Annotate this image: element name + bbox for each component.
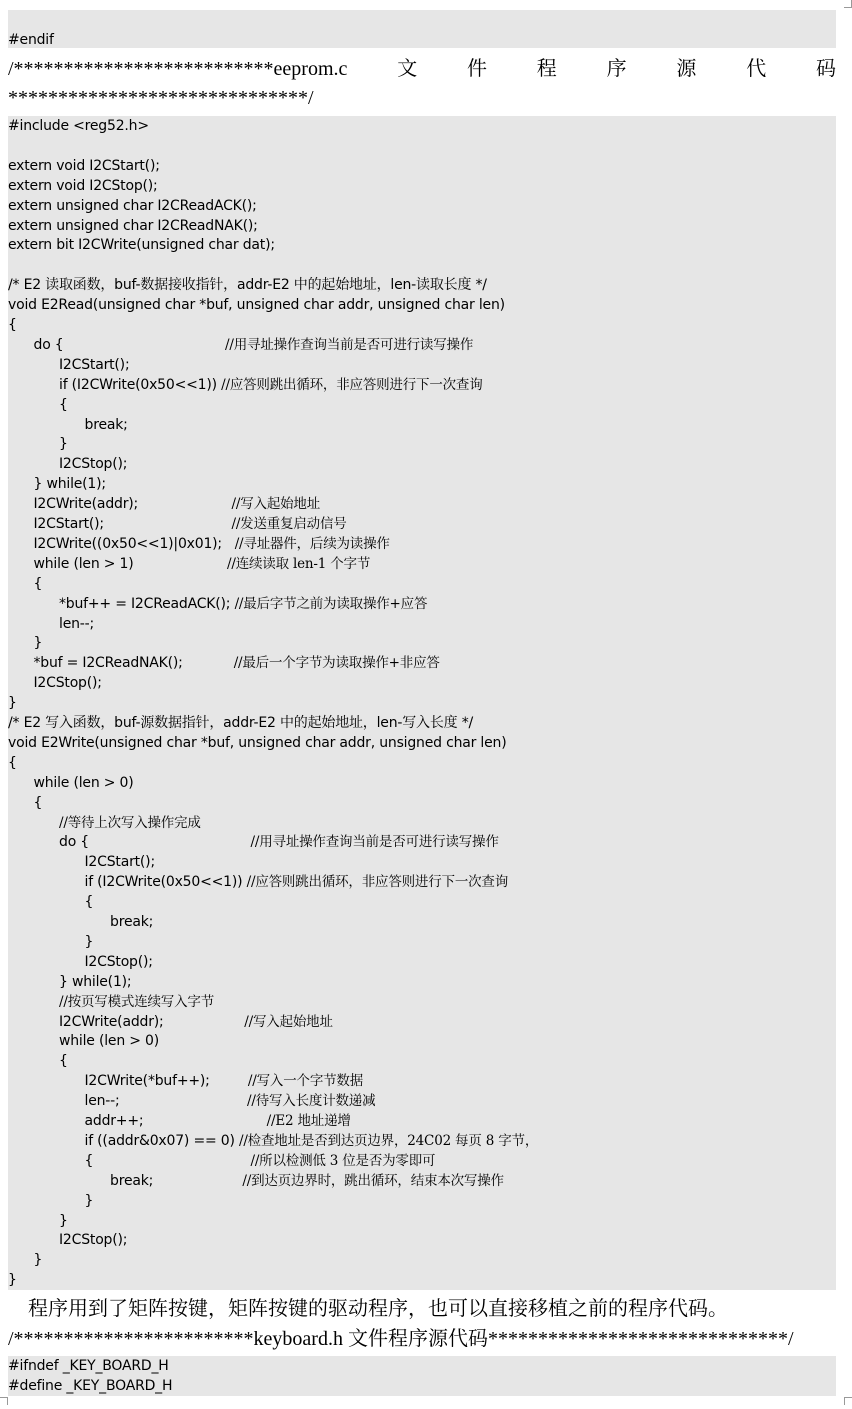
code-line	[8, 474, 106, 494]
code-line	[8, 1211, 68, 1231]
code-line	[8, 793, 42, 813]
code-comment: //应答则跳出循环，非应答则进行下一次查询	[246, 874, 509, 891]
code-text: {	[8, 754, 17, 771]
code-line	[8, 415, 128, 435]
code-line	[8, 176, 158, 196]
code-text: I2CStop();	[8, 953, 153, 970]
code-line	[8, 813, 201, 833]
code-comment: //应答则跳出循环，非应答则进行下一次查询	[221, 376, 483, 393]
code-line	[8, 972, 131, 992]
corner-mark-bottom-right	[844, 1397, 852, 1405]
code-line	[8, 653, 440, 673]
code-text: if (I2CWrite(0x50<<1))	[8, 874, 247, 891]
code-text: }	[8, 635, 43, 652]
keyboard-header: /************************keyboard.h 文件程序源代码******************************/	[8, 1328, 794, 1350]
corner-mark-top-right	[844, 0, 852, 8]
code-text: *buf++ = I2CReadACK();	[8, 595, 235, 612]
code-text: }	[8, 436, 68, 453]
code-line	[8, 673, 102, 693]
code-comment: //待写入长度计数递减	[247, 1093, 376, 1110]
code-text: len--;	[8, 615, 94, 632]
code-text: I2CWrite(addr);	[8, 1013, 245, 1030]
code-text: {	[8, 317, 17, 333]
code-text: I2CWrite(addr);	[8, 496, 232, 513]
code-line	[8, 773, 134, 793]
code-text: I2CStart();	[8, 356, 130, 373]
code-line	[8, 1270, 17, 1290]
code-text: while (len > 0)	[8, 1033, 160, 1050]
code-text: do {	[8, 336, 226, 353]
code-comment: //E2 地址递增	[266, 1113, 351, 1129]
code-text: addr++;	[8, 1113, 267, 1129]
code-text: void E2Write(unsigned char *buf, unsigned char addr, unsigned char len)	[8, 734, 507, 751]
code-comment: //检查地址是否到达页边界，24C02 每页 8 字节，	[238, 1132, 539, 1149]
code-text: do {	[8, 834, 251, 851]
code-line	[8, 116, 149, 136]
code-text	[8, 994, 59, 1010]
eeprom-header	[8, 55, 836, 83]
eeprom-header-char-6: 代	[746, 58, 767, 80]
code-text: }	[8, 1192, 94, 1209]
code-text: {	[8, 794, 43, 811]
eeprom-header-stars-right: ******************************/	[8, 87, 314, 109]
code-text: I2CStart();	[8, 516, 232, 532]
code-text: {	[8, 894, 94, 911]
code-text: }	[8, 1272, 17, 1289]
code-comment: //按页写模式连续写入字节	[59, 993, 215, 1010]
code-text: I2CWrite((0x50<<1)|0x01);	[8, 535, 235, 552]
code-line	[8, 1091, 375, 1111]
code-line	[8, 196, 257, 216]
code-line	[8, 912, 153, 932]
code-comment: //连续读取 len-1 个字节	[227, 555, 371, 572]
eeprom-header-stars-left: /**************************eeprom.c	[8, 58, 348, 80]
code-text: /* E2 读取函数，buf-数据接收指针，addr-E2 中的起始地址，len-读取长度 */	[8, 277, 487, 294]
code-text: }	[8, 1252, 43, 1269]
code-line	[8, 892, 93, 912]
code-text: } while(1);	[8, 476, 106, 493]
code-text: extern void I2CStop();	[8, 177, 158, 194]
code-text: void E2Read(unsigned char *buf, unsigned char addr, unsigned char len)	[8, 297, 505, 314]
code-text: extern bit I2CWrite(unsigned char dat);	[8, 237, 275, 254]
code-text: {	[8, 396, 68, 413]
code-line	[8, 574, 42, 594]
code-text: }	[8, 1212, 68, 1229]
code-line	[8, 295, 505, 315]
code-line	[8, 1230, 127, 1250]
code-line	[8, 1031, 159, 1051]
code-text: if ((addr&0x07) == 0)	[8, 1132, 239, 1149]
code-text: {	[8, 575, 43, 592]
code-line	[8, 1071, 363, 1091]
code-line	[8, 235, 275, 255]
code-line	[8, 1051, 68, 1071]
corner-mark-bottom-left	[0, 1397, 8, 1405]
code-line	[8, 335, 473, 355]
eeprom-header-char-2: 件	[467, 58, 487, 80]
code-line	[8, 514, 347, 534]
code-text: while (len > 1)	[8, 555, 228, 572]
code-line	[8, 395, 68, 415]
code-text: } while(1);	[8, 973, 132, 990]
code-text: I2CStop();	[8, 456, 128, 473]
code-text: #include <reg52.h>	[8, 118, 149, 134]
code-line	[8, 216, 258, 236]
code-line	[8, 832, 499, 852]
code-line	[8, 315, 17, 335]
code-comment: //所以检测低 3 位是否为零即可	[250, 1152, 436, 1169]
code-text: extern void I2CStart();	[8, 157, 160, 174]
code-line	[8, 355, 129, 375]
code-line	[8, 1131, 538, 1151]
code-text: I2CStart();	[8, 854, 155, 871]
eeprom-header-char-3: 程	[536, 58, 557, 80]
code-line	[8, 156, 160, 176]
code-text: I2CWrite(*buf++);	[8, 1073, 248, 1090]
code-text: I2CStop();	[8, 1232, 128, 1249]
code-line	[8, 1111, 351, 1131]
code-text: if (I2CWrite(0x50<<1))	[8, 376, 222, 393]
code-text: /* E2 写入函数，buf-源数据指针，addr-E2 中的起始地址，len-写入长度 */	[8, 715, 474, 731]
eeprom-header-char-1: 文	[397, 58, 418, 80]
code-line	[8, 594, 427, 614]
code-line	[8, 534, 390, 554]
code-text: break;	[8, 416, 128, 433]
code-text: #ifndef _KEY_BOARD_H	[8, 1358, 169, 1374]
code-text: I2CStop();	[8, 675, 102, 692]
code-comment: //最后字节之前为读取操作+应答	[234, 595, 428, 612]
code-text: break;	[8, 914, 154, 930]
code-line	[8, 633, 42, 653]
code-line	[8, 375, 483, 395]
code-block-top	[8, 10, 836, 48]
code-text: *buf = I2CReadNAK();	[8, 655, 234, 672]
code-line	[8, 454, 127, 474]
code-comment: //写入一个字节数据	[247, 1073, 364, 1090]
code-line	[8, 614, 94, 634]
code-line	[8, 1191, 93, 1211]
body-paragraph: 程序用到了矩阵按键，矩阵按键的驱动程序，也可以直接移植之前的程序代码。	[8, 1298, 728, 1320]
code-line	[8, 1151, 435, 1171]
code-comment: //写入起始地址	[231, 496, 321, 513]
code-comment: //用寻址操作查询当前是否可进行读写操作	[250, 834, 499, 851]
code-comment: //寻址器件，后续为读操作	[234, 535, 390, 552]
code-line	[8, 733, 506, 753]
code-comment: //用寻址操作查询当前是否可进行读写操作	[225, 336, 474, 353]
code-line	[8, 1171, 504, 1191]
code-line	[8, 753, 17, 773]
code-text: {	[8, 1053, 68, 1070]
code-line	[8, 693, 17, 713]
code-text: while (len > 0)	[8, 774, 134, 791]
code-text: break;	[8, 1172, 243, 1189]
code-line	[8, 713, 473, 733]
code-text: {	[8, 1152, 251, 1169]
code-line	[8, 554, 370, 574]
code-comment: //最后一个字节为读取操作+非应答	[233, 655, 440, 672]
code-comment: //等待上次写入操作完成	[59, 814, 201, 831]
code-comment: //发送重复启动信号	[231, 516, 347, 532]
code-text: #define _KEY_BOARD_H	[8, 1377, 173, 1394]
code-line	[8, 1012, 333, 1032]
code-text: len--;	[8, 1093, 248, 1110]
code-line	[8, 932, 93, 952]
code-line	[8, 872, 508, 892]
code-line-endif: #endif	[8, 32, 54, 48]
code-line	[8, 1356, 169, 1376]
eeprom-header-char-4: 序	[606, 58, 627, 80]
code-text	[8, 815, 59, 831]
eeprom-header-char-7: 码	[815, 58, 836, 80]
code-line	[8, 1376, 172, 1396]
code-text: }	[8, 695, 17, 712]
code-comment: //到达页边界时，跳出循环，结束本次写操作	[242, 1172, 504, 1189]
code-comment: //写入起始地址	[244, 1013, 333, 1030]
code-line	[8, 852, 155, 872]
code-text: }	[8, 933, 94, 950]
code-line	[8, 434, 68, 454]
code-line	[8, 952, 153, 972]
code-text: extern unsigned char I2CReadACK();	[8, 197, 257, 214]
code-line	[8, 494, 320, 514]
eeprom-header-char-5: 源	[676, 58, 697, 80]
code-line	[8, 275, 487, 295]
code-line	[8, 1250, 42, 1270]
code-line	[8, 992, 214, 1012]
code-text: extern unsigned char I2CReadNAK();	[8, 217, 258, 234]
